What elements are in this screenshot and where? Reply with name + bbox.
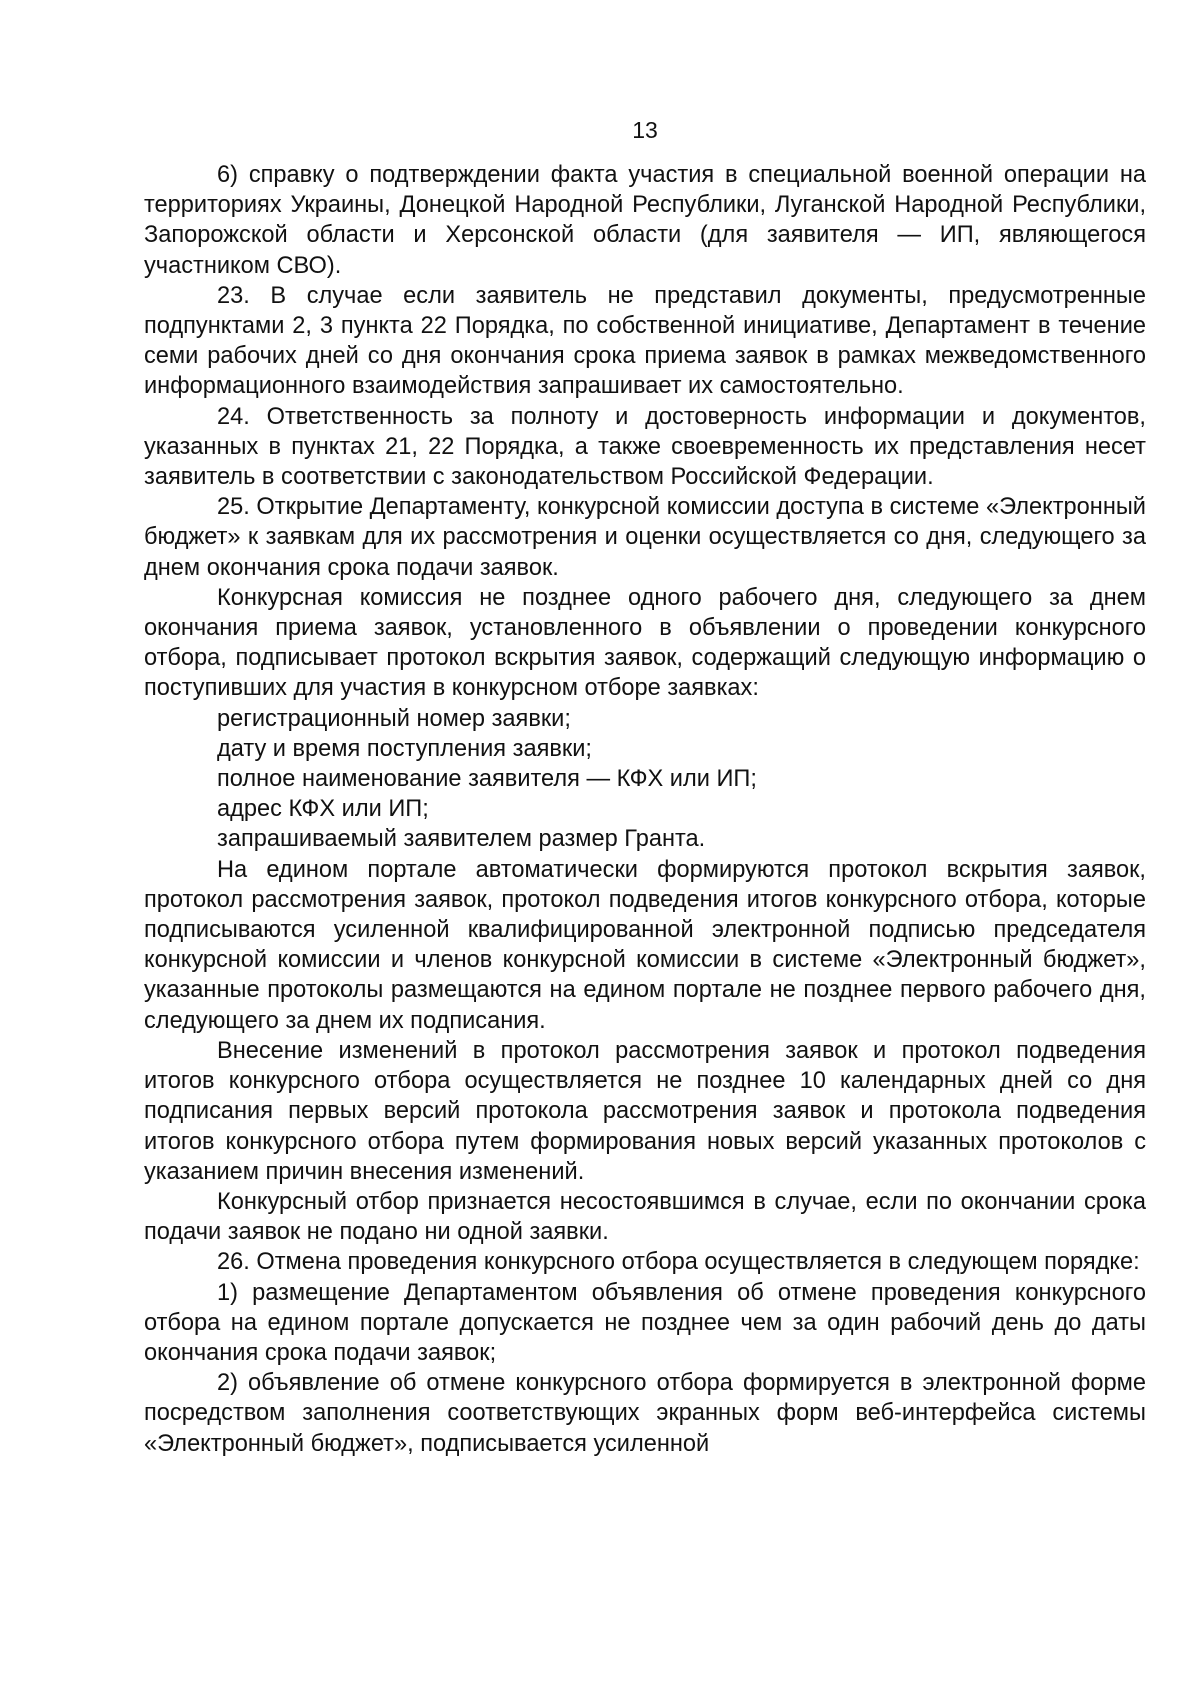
document-body — [144, 160, 1146, 1459]
list-item-date-time: дату и время поступления заявки; — [217, 735, 592, 762]
paragraph-selection-failed: Конкурсный отбор признается несостоявшимся в случае, если по окончании срока подачи заявок не подано ни одной заявки. — [144, 1188, 1146, 1246]
paragraph-26: 26. Отмена проведения конкурсного отбора осуществляется в следующем порядке: — [217, 1249, 1140, 1276]
paragraph-25: 25. Открытие Департаменту, конкурсной комиссии доступа в системе «Электронный бюджет» к заявкам для их рассмотрения и оценки осуществляется со дня, следующего за днем окончания срока подачи заявок. — [144, 494, 1146, 581]
paragraph-23: 23. В случае если заявитель не представил документы, предусмотренные подпунктами 2, 3 пункта 22 Порядка, по собственной инициативе, Департамент в течение семи рабочих дней со дня окончания срока приема заявок в рамках межведомственного информационного взаимодействия запрашивает их самостоятельно. — [144, 282, 1146, 400]
list-item-applicant-name: полное наименование заявителя — КФХ или ИП; — [217, 766, 757, 793]
list-item-grant-size: запрашиваемый заявителем размер Гранта. — [217, 826, 706, 853]
paragraph-unified-portal: На едином портале автоматически формируются протокол вскрытия заявок, протокол рассмотрения заявок, протокол подведения итогов конкурсного отбора, которые подписываются усиленной квалифицированной электронной подписью председателя конкурсной комиссии и членов конкурсной комиссии в системе «Электронный бюджет», указанные протоколы размещаются на едином портале не позднее первого рабочего дня, следующего за днем их подписания. — [144, 856, 1146, 1034]
paragraph-commission-protocol: Конкурсная комиссия не позднее одного рабочего дня, следующего за днем окончания приема заявок, установленного в объявлении о проведении конкурсного отбора, подписывает протокол вскрытия заявок, содержащий следующую информацию о поступивших для участия в конкурсном отборе заявках: — [144, 584, 1146, 702]
paragraph-26-item-1: 1) размещение Департаментом объявления об отмене проведения конкурсного отбора на едином портале допускается не позднее чем за один рабочий день до даты окончания срока подачи заявок; — [144, 1279, 1146, 1366]
paragraph-26-item-2: 2) объявление об отмене конкурсного отбора формируется в электронной форме посредством заполнения соответствующих экранных форм веб-интерфейса системы «Электронный бюджет», подписывается усиленной — [144, 1370, 1146, 1457]
paragraph-6-certificate: 6) справку о подтверждении факта участия в специальной военной операции на территориях Украины, Донецкой Народной Республики, Луганской Народной Республики, Запорожской области и Херсонской области (для заявителя — ИП, являющегося участником СВО). — [144, 162, 1146, 279]
list-item-address: адрес КФХ или ИП; — [217, 796, 429, 823]
paragraph-protocol-changes: Внесение изменений в протокол рассмотрения заявок и протокол подведения итогов конкурсного отбора осуществляется не позднее 10 календарных дней со дня подписания первых версий протокола рассмотрения заявок и протокола подведения итогов конкурсного отбора путем формирования новых версий указанных протоколов с указанием причин внесения изменений. — [144, 1037, 1146, 1185]
paragraph-24: 24. Ответственность за полноту и достоверность информации и документов, указанных в пунктах 21, 22 Порядка, а также своевременность их представления несет заявитель в соответствии с законодательством Российской Федерации. — [144, 403, 1146, 491]
list-item-registration-number: регистрационный номер заявки; — [217, 705, 571, 732]
page-number: 13 — [632, 117, 658, 143]
